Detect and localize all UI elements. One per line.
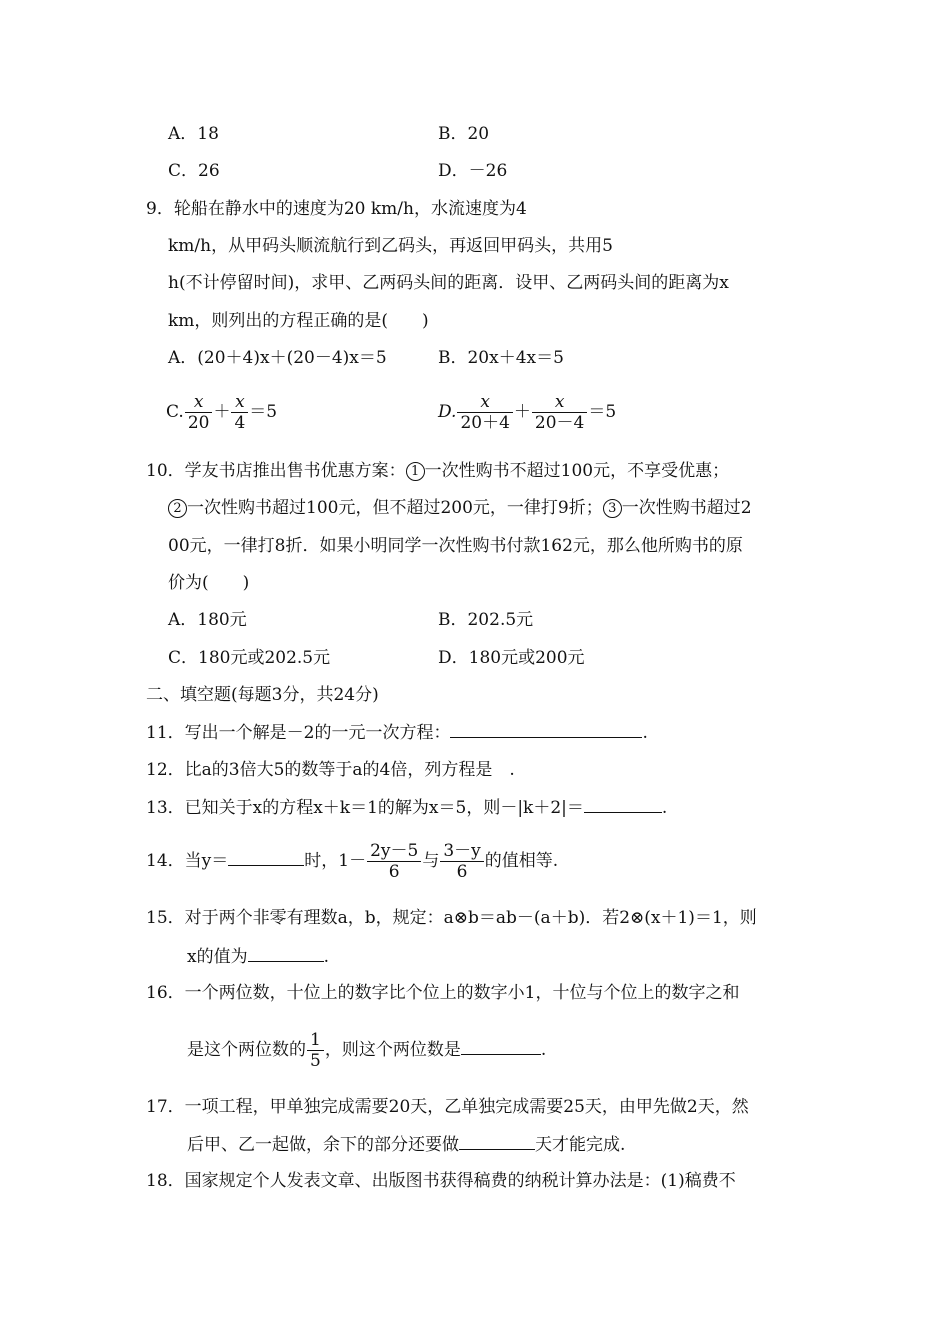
- q9-line-1: 9．轮船在静水中的速度为20 km/h，水流速度为4: [146, 199, 527, 219]
- q10-option-c: C．180元或202.5元: [168, 648, 331, 668]
- answer-blank[interactable]: [450, 721, 642, 738]
- q8-option-a: A．18: [168, 124, 219, 144]
- q10-line-1: 10．学友书店推出售书优惠方案： 1 一次性购书不超过100元，不享受优惠；: [146, 461, 730, 481]
- q10-line-3: 00元，一律打8折．如果小明同学一次性购书付款162元，那么他所购书的原: [168, 536, 743, 556]
- option-label: D.: [438, 402, 457, 422]
- q17-line-2: 后甲、乙一起做，余下的部分还要做 天才能完成.: [187, 1135, 626, 1155]
- q9-option-a: A．(20＋4)x＋(20－4)x＝5: [168, 348, 387, 368]
- q14: 14．当y＝ 时，1－ $\frac{2y-5}{6}$ 与 $\frac{3-y}{6}$ 的值相等.: [146, 841, 559, 882]
- q9-line-3: h(不计停留时间)，求甲、乙两码头间的距离．设甲、乙两码头间的距离为x: [168, 273, 729, 293]
- fraction: $\frac{x}{20+4}$: [457, 392, 512, 433]
- fraction: $\frac{x}{20-4}$: [532, 392, 587, 433]
- fraction: $\frac{1}{5}$: [307, 1030, 324, 1071]
- section-heading: 二、填空题(每题3分，共24分): [146, 685, 379, 705]
- fraction: $\frac{3-y}{6}$: [440, 841, 483, 882]
- circled-number: 2: [168, 499, 187, 518]
- q8-option-b: B．20: [438, 124, 490, 144]
- q10-option-b: B．202.5元: [438, 610, 534, 630]
- circled-number: 1: [406, 462, 425, 481]
- q16-line-2: 是这个两位数的 $\frac{1}{5}$ ，则这个两位数是 .: [187, 1030, 547, 1071]
- q16-line-1: 16．一个两位数，十位上的数字比个位上的数字小1，十位与个位上的数字之和: [146, 983, 740, 1003]
- answer-blank[interactable]: [248, 945, 324, 962]
- answer-blank[interactable]: [459, 1133, 535, 1150]
- q17-line-1: 17．一项工程，甲单独完成需要20天，乙单独完成需要25天，由甲先做2天，然: [146, 1097, 749, 1117]
- q9-option-d: D. $\frac{x}{20+4}$ ＋ $\frac{x}{20-4}$ ＝5: [438, 392, 617, 433]
- answer-blank[interactable]: [461, 1038, 541, 1055]
- fraction: $\frac{x}{20}$: [185, 392, 213, 433]
- q9-option-b: B．20x＋4x＝5: [438, 348, 564, 368]
- fraction: $\frac{x}{4}$: [231, 392, 248, 433]
- q10-option-a: A．180元: [168, 610, 247, 630]
- q9-line-2: km/h，从甲码头顺流航行到乙码头，再返回甲码头，共用5: [168, 236, 613, 256]
- q8-option-c: C．26: [168, 161, 220, 181]
- fraction: $\frac{2y-5}{6}$: [367, 841, 421, 882]
- option-label: C.: [166, 402, 184, 422]
- q11: 11．写出一个解是－2的一元一次方程： .: [146, 723, 648, 743]
- q12: 12．比a的3倍大5的数等于a的4倍，列方程是 .: [146, 760, 515, 780]
- answer-blank[interactable]: [584, 796, 662, 813]
- circled-number: 3: [603, 499, 622, 518]
- q9-line-4: km，则列出的方程正确的是( ): [168, 311, 429, 331]
- q18-line-1: 18．国家规定个人发表文章、出版图书获得稿费的纳税计算办法是：(1)稿费不: [146, 1171, 736, 1191]
- q10-line-2: 2 一次性购书超过100元，但不超过200元，一律打9折； 3 一次性购书超过2: [168, 497, 752, 519]
- q8-option-d: D．－26: [438, 161, 508, 181]
- q10-line-4: 价为( ): [168, 573, 250, 593]
- q13: 13．已知关于x的方程x＋k＝1的解为x＝5，则－|k＋2|＝ .: [146, 798, 668, 818]
- q15-line-1: 15．对于两个非零有理数a，b，规定：a⊗b＝ab－(a＋b)．若2⊗(x＋1)＝1，则: [146, 908, 757, 928]
- q9-option-c: C. $\frac{x}{20}$ ＋ $\frac{x}{4}$ ＝5: [166, 392, 278, 433]
- q10-option-d: D．180元或200元: [438, 648, 585, 668]
- q15-line-2: x的值为 .: [187, 947, 329, 967]
- answer-blank[interactable]: [228, 849, 304, 866]
